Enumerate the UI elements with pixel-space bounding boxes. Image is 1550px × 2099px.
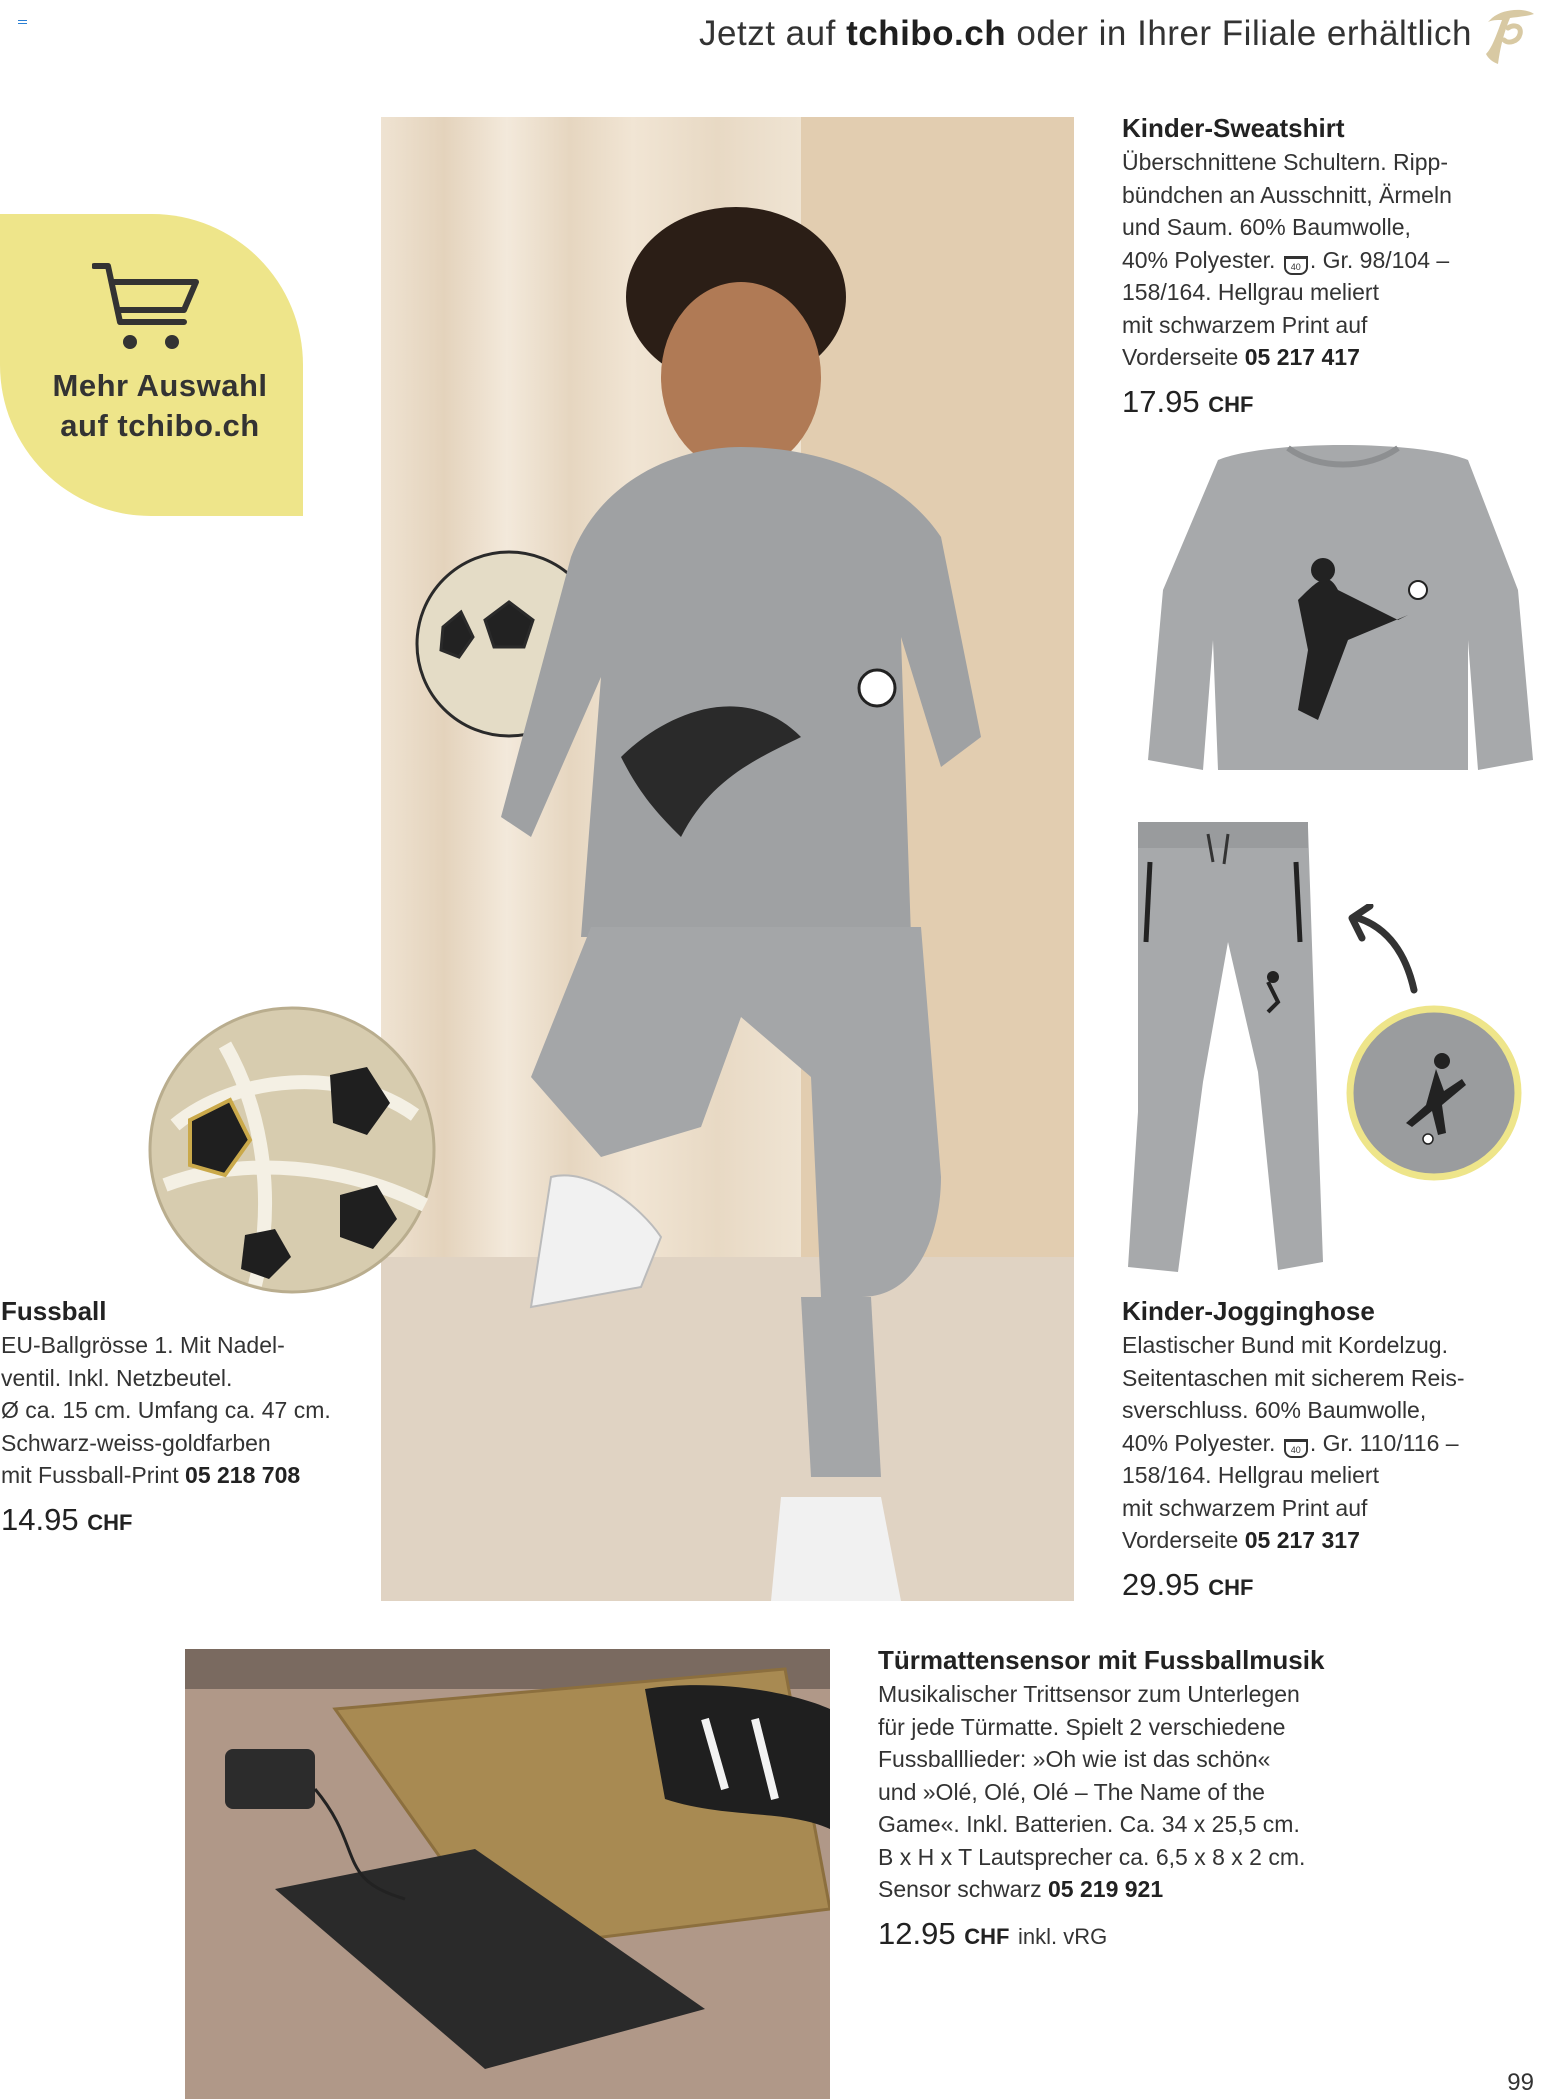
football-article-line (1, 1459, 331, 1492)
sweatshirt-currency: CHF (1208, 391, 1254, 417)
football-title: Fussball (1, 1296, 107, 1326)
sweatshirt-price (1122, 384, 1452, 420)
header-prefix: Jetzt auf (699, 14, 836, 53)
door-mat-sensor-line: Musikalischer Trittsensor zum Unterlegen (878, 1681, 1300, 1707)
football-price (1, 1502, 331, 1538)
jogging-pants-care-before: 40% Polyester. (1122, 1429, 1276, 1456)
door-mat-sensor-line: für jede Türmatte. Spielt 2 verschiedene (878, 1713, 1286, 1740)
door-mat-sensor-photo (185, 1649, 830, 2099)
sweatshirt-care-line (1122, 244, 1452, 277)
main-product-photo (381, 117, 1074, 1601)
jogging-pants-currency: CHF (1208, 1574, 1254, 1600)
header-site-link[interactable]: tchibo.ch (846, 14, 1007, 53)
sweatshirt-title: Kinder-Sweatshirt (1122, 113, 1345, 143)
tchibo-logo-icon (1478, 4, 1538, 68)
football-line: ventil. Inkl. Netzbeutel. (1, 1364, 233, 1391)
door-mat-sensor-line: Game«. Inkl. Batterien. Ca. 34 x 25,5 cm. (878, 1811, 1300, 1837)
football-article-number: 05 218 708 (185, 1462, 301, 1488)
football-image (145, 1005, 440, 1295)
door-mat-sensor-line: B x H x T Lautsprecher ca. 6,5 x 8 x 2 cm. (878, 1843, 1306, 1870)
jogging-pants-line: sverschluss. 60% Baumwolle, (1122, 1397, 1427, 1423)
door-mat-sensor-price-value: 12.95 (878, 1915, 956, 1951)
jogging-pants-article-number: 05 217 317 (1244, 1527, 1360, 1553)
sweatshirt-last-text: Vorderseite (1122, 344, 1239, 370)
curved-arrow-icon (1348, 904, 1420, 994)
sweatshirt-care-before: 40% Polyester. (1122, 246, 1276, 273)
shopping-cart-icon (92, 262, 202, 354)
football-currency: CHF (87, 1509, 133, 1535)
page-header (699, 14, 1472, 54)
sweatshirt-line: und Saum. 60% Baumwolle, (1122, 214, 1411, 240)
door-mat-sensor-description (878, 1645, 1324, 1952)
door-mat-sensor-article-number: 05 219 921 (1048, 1876, 1164, 1902)
jogging-pants-line: Elastischer Bund mit Kordelzug. (1122, 1332, 1448, 1358)
football-description (1, 1296, 331, 1538)
sweatshirt-line: mit schwarzem Print auf (1122, 311, 1368, 338)
football-line: Schwarz-weiss-goldfarben (1, 1429, 271, 1456)
jogging-pants-line: 158/164. Hellgrau meliert (1122, 1462, 1379, 1488)
door-mat-sensor-line: Fussballlieder: »Oh wie ist das schön« (878, 1746, 1271, 1772)
sweatshirt-price-value: 17.95 (1122, 383, 1200, 419)
football-last-text: mit Fussball-Print (1, 1462, 179, 1488)
door-mat-sensor-currency: CHF (964, 1923, 1010, 1949)
jogging-pants-line: Seitentaschen mit sicherem Reis- (1122, 1364, 1465, 1391)
football-line: EU-Ballgrösse 1. Mit Nadel- (1, 1332, 285, 1358)
door-mat-sensor-price (878, 1916, 1324, 1952)
sweatshirt-line: bündchen an Ausschnitt, Ärmeln (1122, 181, 1452, 208)
more-selection-badge[interactable] (0, 214, 303, 516)
wash-40-icon: 40 (1284, 256, 1308, 275)
jogging-pants-price (1122, 1567, 1465, 1603)
door-mat-sensor-title: Türmattensensor mit Fussballmusik (878, 1645, 1325, 1675)
sweatshirt-care-after: . Gr. 98/104 – (1309, 246, 1450, 273)
sweatshirt-article-number: 05 217 417 (1244, 344, 1360, 370)
sweatshirt-image (1148, 440, 1533, 785)
jogging-pants-article-line (1122, 1524, 1465, 1557)
badge-line-2: auf tchibo.ch (60, 408, 260, 443)
sweatshirt-line: 158/164. Hellgrau meliert (1122, 279, 1379, 305)
jogging-pants-care-line (1122, 1427, 1465, 1460)
jogging-pants-price-value: 29.95 (1122, 1566, 1200, 1602)
page-number: 99 (1507, 2069, 1534, 2096)
door-mat-sensor-price-extra: inkl. vRG (1018, 1923, 1108, 1949)
jogging-pants-image (1108, 822, 1338, 1282)
menu-icon[interactable] (18, 20, 27, 26)
football-line: Ø ca. 15 cm. Umfang ca. 47 cm. (1, 1397, 331, 1423)
sweatshirt-line: Überschnittene Schultern. Ripp- (1122, 149, 1448, 175)
jogging-pants-line: mit schwarzem Print auf (1122, 1494, 1368, 1521)
jogging-pants-care-after: . Gr. 110/116 – (1309, 1429, 1459, 1456)
print-detail-image (1346, 1005, 1522, 1181)
door-mat-sensor-line: und »Olé, Olé, Olé – The Name of the (878, 1778, 1265, 1805)
jogging-pants-title: Kinder-Jogginghose (1122, 1296, 1375, 1326)
door-mat-sensor-article-line (878, 1873, 1324, 1906)
header-suffix: oder in Ihrer Filiale erhältlich (1016, 14, 1472, 53)
sweatshirt-article-line (1122, 341, 1452, 374)
badge-text (0, 366, 320, 446)
jogging-pants-description (1122, 1296, 1465, 1603)
door-mat-sensor-last-text: Sensor schwarz (878, 1876, 1042, 1902)
football-price-value: 14.95 (1, 1501, 79, 1537)
jogging-pants-last-text: Vorderseite (1122, 1527, 1239, 1553)
badge-line-1: Mehr Auswahl (52, 368, 268, 403)
sweatshirt-description (1122, 113, 1452, 420)
wash-40-icon: 40 (1284, 1439, 1308, 1458)
